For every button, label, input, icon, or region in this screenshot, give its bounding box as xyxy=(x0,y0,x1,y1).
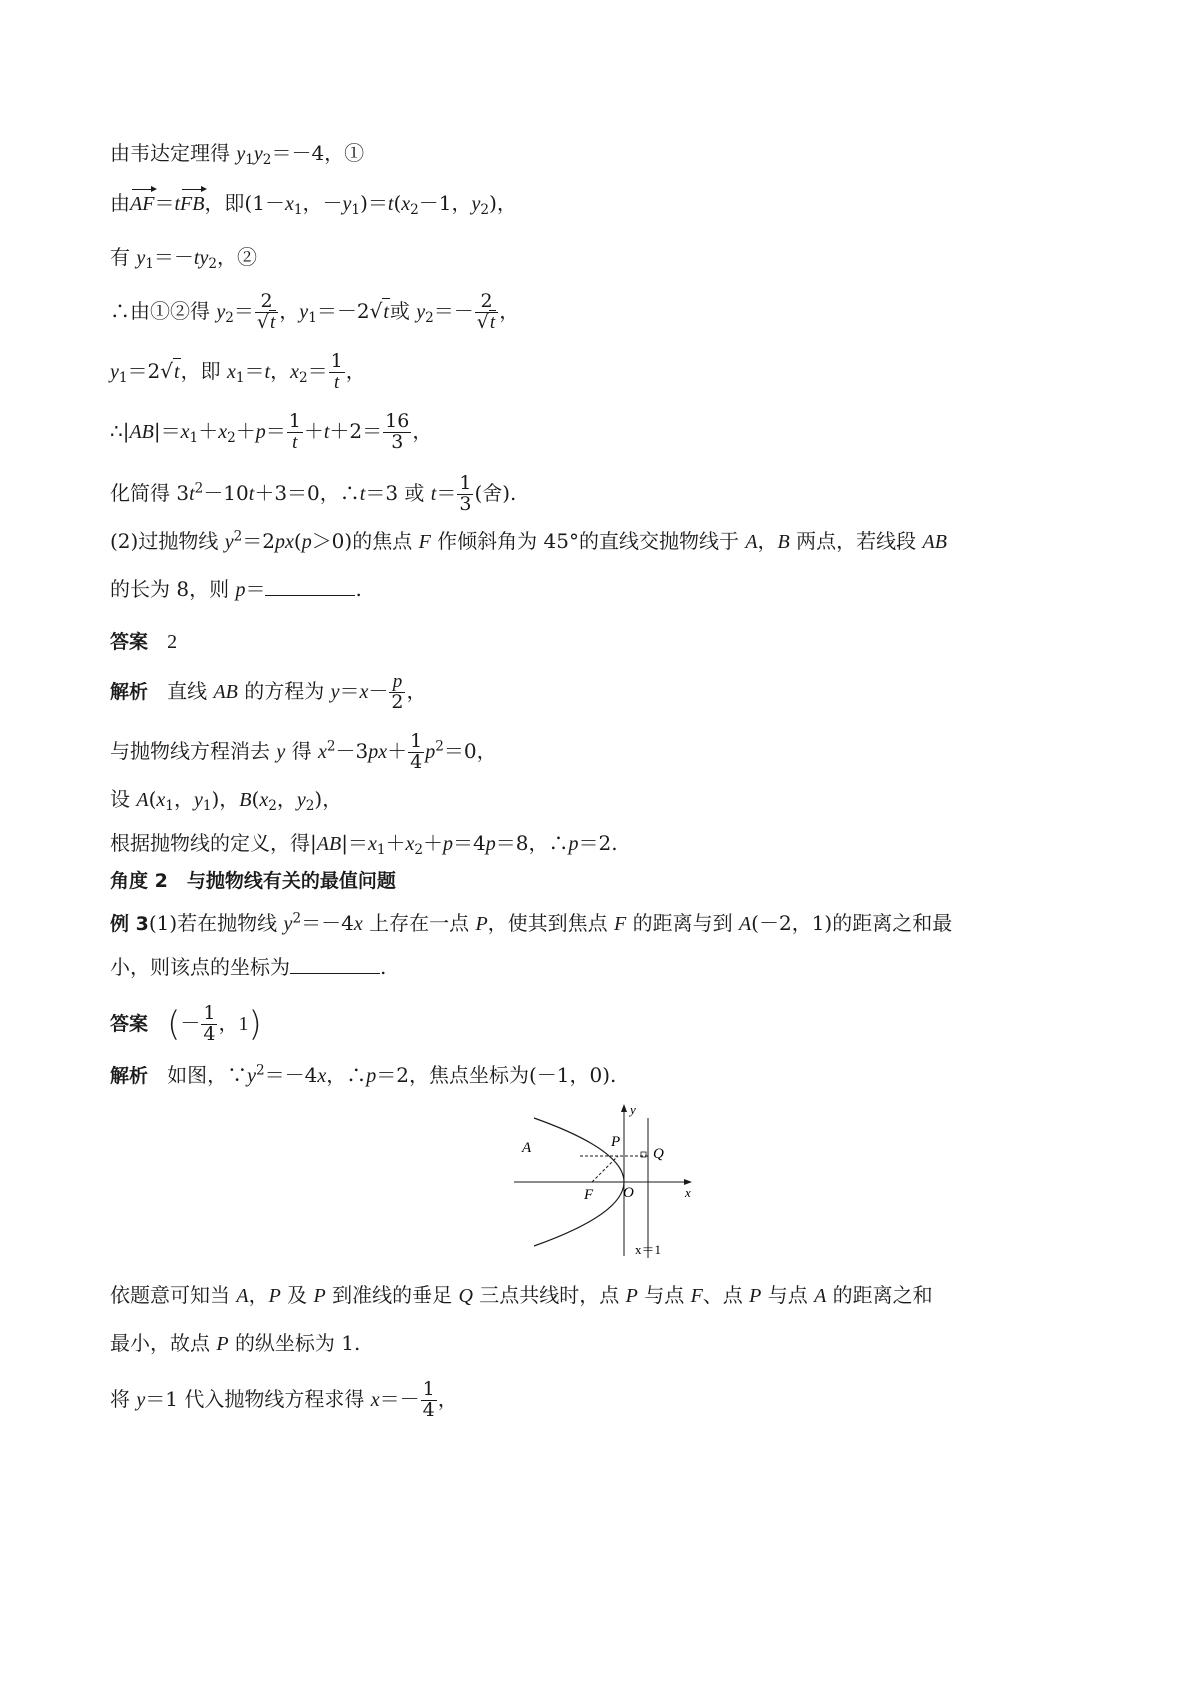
text: ＝2，焦点坐标为(－1，0). xyxy=(376,1063,617,1087)
fraction: $\frac{2}{√t}$ xyxy=(475,292,498,333)
fraction: $\frac{2}{√t}$ xyxy=(255,292,278,333)
text: 上存在一点 xyxy=(369,911,470,935)
text: 的纵坐标为 1. xyxy=(234,1331,361,1355)
text: 依题意可知当 xyxy=(110,1283,230,1307)
example-label: 例 3 xyxy=(110,913,149,935)
fraction: $\frac{1}{t}$ xyxy=(330,350,343,393)
solution-2-line-3: 设 $A(x_1$，$y_1$)，$B(x_2$，$y_2$)， xyxy=(110,787,343,815)
dashed-line-fp xyxy=(592,1156,618,1182)
text: 的距离与到 xyxy=(632,911,733,935)
example-3-line-2: 小，则该点的坐标为 . xyxy=(110,955,387,979)
answer-label: 答案 xyxy=(110,631,149,653)
text: 到准线的垂足 xyxy=(332,1283,453,1307)
solution-2-line-1: 解析 直线 AB 的方程为 y＝x－ $\frac{p}{2}$ ， xyxy=(110,671,427,713)
text: 设 xyxy=(110,787,130,811)
text: 的方程为 xyxy=(244,678,325,703)
text: ，∴ xyxy=(326,1063,367,1087)
question-2-line-1: (2)过抛物线 $y^2=2px(p>0)$的焦点 F 作倾斜角为 45°的直线交抛物线于 A，B 两点，若线段 AB xyxy=(110,528,947,553)
text: 的距离之和 xyxy=(832,1283,933,1307)
text: )＝ xyxy=(360,191,388,215)
text: ，即(1－ xyxy=(204,191,285,215)
text: 与点 xyxy=(767,1283,808,1307)
text: ∴| xyxy=(110,418,130,443)
label-q: Q xyxy=(653,1146,664,1162)
text: ( xyxy=(293,529,302,553)
solution-label: 解析 xyxy=(110,1065,149,1087)
text: 将 xyxy=(110,1386,130,1411)
fraction: $\frac{1}{4}$ xyxy=(422,1378,435,1421)
text: |＝ xyxy=(153,418,181,443)
length-line: $\therefore|AB|=x_1+x_2+p=$ $\frac{1}{t}$ ＋t＋2＝ $\frac{16}{3}$ ， xyxy=(110,410,433,453)
answer-value: 2 xyxy=(167,631,178,653)
fraction: $\frac{p}{2}$ xyxy=(391,671,404,713)
reasoning-line-1: 依题意可知当 A，P 及 P 到准线的垂足 Q 三点共线时，点 P 与点 F、点 P 与点 A 的距离之和 xyxy=(110,1283,933,1307)
label-p: P xyxy=(611,1134,621,1150)
text: －10 xyxy=(203,480,249,505)
reasoning-line-3: 将 y＝1 代入抛物线方程求得 x＝－ $\frac{1}{4}$ ， xyxy=(110,1378,458,1421)
text: 小，则该点的坐标为 xyxy=(110,955,290,979)
text: －1， xyxy=(418,191,472,215)
text: 最小，故点 xyxy=(110,1331,210,1355)
parabola-figure xyxy=(500,1098,700,1263)
text: 由 xyxy=(110,191,130,215)
text: 或 xyxy=(389,298,410,323)
text: ，即 xyxy=(180,358,221,383)
answer-value: 1 xyxy=(238,1012,249,1035)
text: (－2，1)的距离之和最 xyxy=(751,911,953,935)
section-heading: 角度 2 与抛物线有关的最值问题 xyxy=(110,870,396,892)
text: 、点 xyxy=(702,1283,743,1307)
fraction: $\frac{1}{4}$ xyxy=(203,1002,216,1045)
text: ＝0， xyxy=(443,738,497,763)
text: 直线 xyxy=(167,678,208,703)
solve-line: ∴由①②得 $y_2=$ $\frac{2}{√t}$ ，$y_1=-2√t$或 $y_2=-$ $\frac{2}{√t}$ ， xyxy=(110,290,520,333)
text: －4，① xyxy=(291,141,365,165)
y-axis-arrow-icon xyxy=(621,1104,627,1112)
vector-fb: FB xyxy=(180,188,204,219)
text: (1)若在抛物线 xyxy=(148,911,278,935)
answer-blank xyxy=(290,955,380,974)
text: 根据抛物线的定义，得| xyxy=(110,831,317,855)
label-o: O xyxy=(623,1185,634,1201)
text: ＝－4 xyxy=(264,1063,318,1087)
relation-line: 有 $y_1=-ty_2$，② xyxy=(110,245,257,273)
example-3-line-1: 例 3(1)若在抛物线 $y^2=-4x$ 上存在一点 P，使其到焦点 F 的距离与到 A(－2，1)的距离之和最 xyxy=(110,910,953,935)
text: ，使其到焦点 xyxy=(487,911,608,935)
text: )， xyxy=(489,191,517,215)
question-2-line-2: 的长为 8，则 p＝ . xyxy=(110,577,362,601)
text: 由韦达定理得 xyxy=(110,141,230,165)
answer-blank xyxy=(265,577,355,596)
fraction: $\frac{1}{4}$ xyxy=(410,730,423,773)
text: ＝8，∴ xyxy=(495,831,569,855)
text: ＞0)的焦点 xyxy=(311,529,413,553)
text: ＋3＝0，∴ xyxy=(254,480,360,505)
simplify-line: 化简得 $3t^2-10t+3=0$，∴t＝3 或 t＝ $\frac{1}{3}$ (舍). xyxy=(110,472,517,515)
label-directrix: x＝1 xyxy=(635,1242,662,1257)
fraction: $\frac{16}{3}$ xyxy=(385,410,410,453)
vector-af: AF xyxy=(130,188,154,219)
text: (舍). xyxy=(474,480,517,505)
solution-2-line-4: 根据抛物线的定义，得$|AB|=x_1+x_2+p=4p=8$，∴p＝2. xyxy=(110,831,618,859)
solution-3-line-1: 解析 如图，$\because y^2=-4x$，∴p＝2，焦点坐标为(－1，0). xyxy=(110,1062,617,1087)
label-a: A xyxy=(522,1140,532,1156)
answer-label: 答案 xyxy=(110,1012,149,1035)
fraction: $\frac{1}{t}$ xyxy=(288,410,301,453)
text: ＝2. xyxy=(578,831,618,855)
reasoning-line-2: 最小，故点 P 的纵坐标为 1. xyxy=(110,1331,361,1355)
text: ＝－4 xyxy=(301,911,354,935)
answer-3: 答案 (－ $\frac{1}{4}$ ，1) xyxy=(110,1002,262,1045)
text: 与抛物线方程消去 xyxy=(110,738,270,763)
text: ，－ xyxy=(302,191,343,215)
text: 有 xyxy=(110,245,130,269)
text: 化简得 3 xyxy=(110,480,190,505)
solution-2-line-2: 与抛物线方程消去 y 得 $x^2-3px+$ $\frac{1}{4}$ $p^2=0$， xyxy=(110,730,497,773)
text: 三点共线时，点 xyxy=(479,1283,620,1307)
text: ＝4 xyxy=(453,831,486,855)
text: ，② xyxy=(217,245,257,269)
text: (2)过抛物线 xyxy=(110,529,219,553)
text: 的长为 8，则 xyxy=(110,577,230,601)
text: 与点 xyxy=(644,1283,685,1307)
label-y: y xyxy=(630,1102,636,1117)
text: ∴由①②得 xyxy=(110,298,210,323)
x-values-line: $y_1=2√t$，即 $x_1=t$，$x_2=$ $\frac{1}{t}$ ， xyxy=(110,350,366,393)
vector-line: 由AF＝tFB，即($1-x_1$，$-y_1)=t(x_2-1$，$y_2$)， xyxy=(110,188,517,219)
text: 及 xyxy=(287,1283,308,1307)
text: ＋2＝ xyxy=(329,418,383,443)
text: ＝3 或 xyxy=(365,480,425,505)
text: 两点，若线段 xyxy=(796,529,917,553)
solution-label: 解析 xyxy=(110,680,149,703)
fraction: $\frac{1}{3}$ xyxy=(459,472,472,515)
text: ＝2 xyxy=(242,529,275,553)
label-f: F xyxy=(584,1187,594,1203)
answer-2 xyxy=(110,626,177,657)
vieta-line: 由韦达定理得 $y_1y_2=-4$，① xyxy=(110,141,365,169)
text: 如图，∵ xyxy=(167,1063,248,1087)
label-x: x xyxy=(685,1185,691,1200)
text: 得 xyxy=(291,738,312,763)
text: ＝1 代入抛物线方程求得 xyxy=(145,1386,365,1411)
text: 作倾斜角为 45°的直线交抛物线于 xyxy=(437,529,739,553)
